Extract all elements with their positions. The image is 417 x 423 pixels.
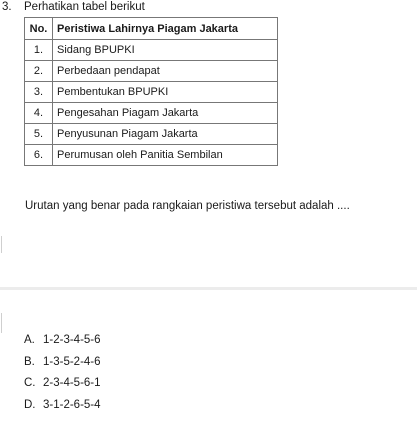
table-row [25,124,278,145]
option-text: 1-2-3-4-5-6 [43,334,101,346]
events-table [24,17,278,166]
row-number: 2. [25,61,53,82]
row-event: Penyusunan Piagam Jakarta [53,124,278,145]
option-c[interactable] [24,373,101,395]
question-number: 3. [2,1,12,13]
column-header-event: Peristiwa Lahirnya Piagam Jakarta [53,18,278,40]
option-letter: C. [24,377,36,389]
option-letter: D. [24,398,36,411]
option-text: 1-3-5-2-4-6 [43,355,101,368]
table-row [25,145,278,166]
option-d[interactable] [24,395,101,417]
row-number: 3. [25,82,53,103]
option-letter: A. [24,334,35,346]
answer-options [24,330,101,416]
table-row [25,61,278,82]
row-event: Perumusan oleh Panitia Sembilan [53,145,278,166]
row-number: 5. [25,124,53,145]
row-event: Sidang BPUPKI [53,40,278,61]
question-text: Perhatikan tabel berikut [24,1,145,13]
text-cursor-mark [1,236,2,253]
option-text: 2-3-4-5-6-1 [43,377,101,389]
question-prompt: Urutan yang benar pada rangkaian peristiwa tersebut adalah .... [25,200,350,212]
table-row [25,40,278,61]
section-divider [0,287,417,290]
column-header-no: No. [25,18,53,40]
option-text: 3-1-2-6-5-4 [43,398,101,411]
row-number: 6. [25,145,53,166]
row-number: 1. [25,40,53,61]
row-event: Pembentukan BPUPKI [53,82,278,103]
table-row [25,82,278,103]
table-row [25,103,278,124]
table-header-row [25,18,278,40]
text-cursor-mark [1,313,2,333]
row-number: 4. [25,103,53,124]
row-event: Pengesahan Piagam Jakarta [53,103,278,124]
option-letter: B. [24,355,35,368]
option-b[interactable] [24,352,101,374]
question-header [2,0,145,14]
row-event: Perbedaan pendapat [53,61,278,82]
option-a[interactable] [24,330,101,352]
